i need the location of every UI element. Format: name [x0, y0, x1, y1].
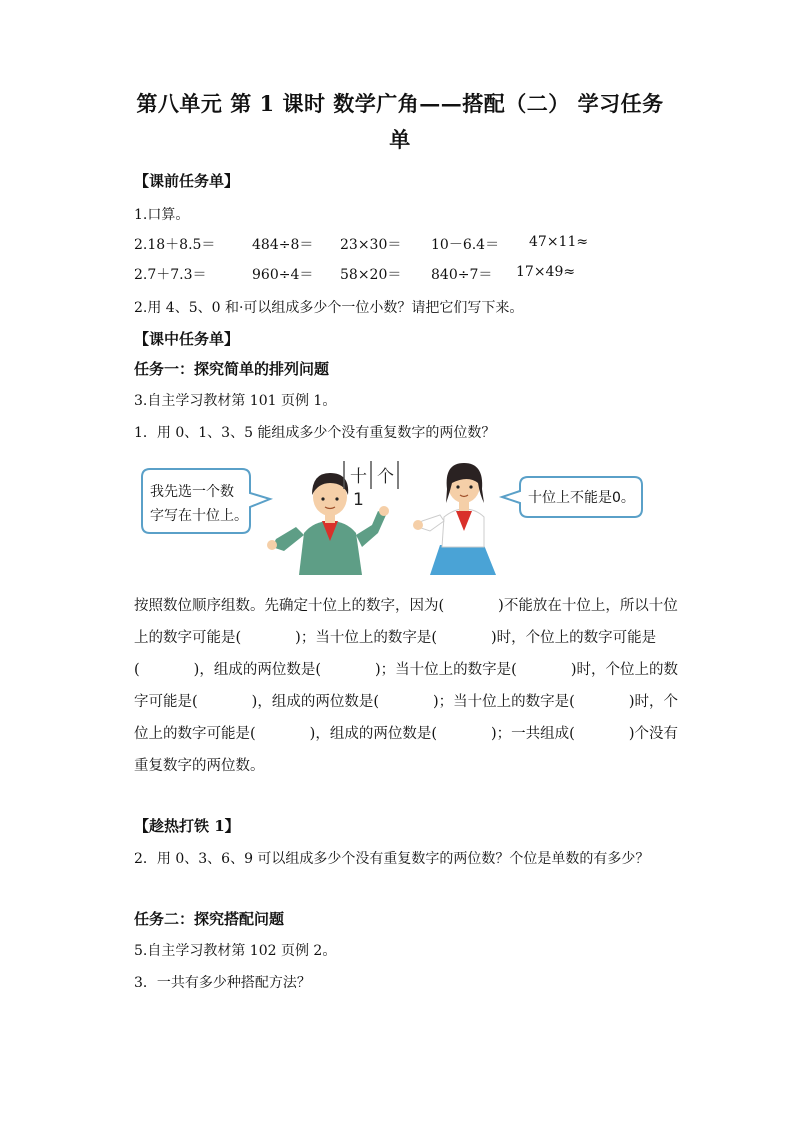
fill-text: )时，个 — [628, 694, 678, 710]
title-line-1: 第八单元 第 1 课时 数学广角——搭配（二） 学习任务 — [136, 91, 664, 116]
calc-item: 484÷8＝ — [252, 237, 314, 253]
in-class-heading: 【课中任务单】 — [134, 330, 240, 348]
item-5-textbook: 5.自主学习教材第 102 页例 2。 — [134, 943, 337, 959]
item-1-mental-calc: 1.口算。 — [134, 207, 190, 223]
practice-heading: 【趁热打铁 1】 — [134, 817, 240, 835]
fill-text: )，组成的两位数是( — [309, 726, 437, 742]
calc-item: 840÷7＝ — [431, 267, 493, 283]
fill-text: )个没有 — [628, 726, 678, 742]
tens-digit: 1 — [353, 490, 364, 510]
calc-item: 2.7＋7.3＝ — [134, 267, 207, 283]
ones-column-label: 个 — [377, 467, 394, 487]
calc-item: 58×20＝ — [340, 267, 402, 283]
fill-text: ( — [134, 662, 140, 678]
fill-text: )不能放在十位上，所以十位 — [498, 598, 678, 614]
task-2-title: 任务二：探究搭配问题 — [134, 910, 285, 928]
bubble-left-line2: 字写在十位上。 — [150, 508, 248, 524]
pre-class-heading: 【课前任务单】 — [134, 172, 240, 190]
fill-text: )时，个位上的数字可能是 — [491, 630, 657, 646]
fill-text: )，组成的两位数是( — [193, 662, 321, 678]
fill-text: )；当十位上的数字是( — [295, 630, 437, 646]
calc-item: 960÷4＝ — [252, 267, 314, 283]
fill-text: 字可能是( — [134, 694, 198, 710]
girl-figure — [413, 463, 496, 575]
fill-text: 上的数字可能是( — [134, 630, 242, 646]
question-1: 1．用 0、1、3、5 能组成多少个没有重复数字的两位数？ — [134, 425, 496, 441]
fill-in-paragraph — [134, 590, 678, 782]
calc-item: 10－6.4＝ — [431, 237, 500, 253]
calc-row-1 — [134, 234, 694, 254]
tens-column-label: 十 — [350, 467, 367, 487]
fill-line-1 — [134, 590, 678, 622]
place-value-chart — [344, 461, 398, 510]
item-2-decimal-question: 2.用 4、5、0 和·可以组成多少个一位小数？请把它们写下来。 — [134, 300, 524, 316]
calc-item: 2.18＋8.5＝ — [134, 237, 216, 253]
fill-line-6: 重复数字的两位数。 — [134, 758, 265, 774]
fill-text: 位上的数字可能是( — [134, 726, 256, 742]
fill-line-3 — [134, 654, 678, 686]
speech-bubble-right — [502, 477, 642, 517]
calc-item: 23×30＝ — [340, 237, 402, 253]
item-3-textbook: 3.自主学习教材第 101 页例 1。 — [134, 393, 337, 409]
fill-line-4 — [134, 686, 678, 718]
fill-text: )时，个位上的数 — [570, 662, 678, 678]
calc-item: 17×49≈ — [516, 264, 576, 280]
calc-item: 47×11≈ — [529, 234, 589, 250]
task-1-title: 任务一：探究简单的排列问题 — [134, 360, 330, 378]
fill-text: )，组成的两位数是( — [251, 694, 379, 710]
fill-line-2 — [134, 622, 662, 654]
question-2: 2．用 0、3、6、9 可以组成多少个没有重复数字的两位数？个位是单数的有多少？ — [134, 851, 650, 867]
example-illustration — [134, 455, 662, 580]
question-3: 3．一共有多少种搭配方法？ — [134, 975, 311, 991]
fill-text: )；当十位上的数字是( — [375, 662, 517, 678]
bubble-left-line1: 我先选一个数 — [150, 484, 234, 500]
speech-bubble-left — [142, 469, 270, 533]
fill-text: )；一共组成( — [490, 726, 575, 742]
bubble-right-text: 十位上不能是0。 — [528, 490, 635, 506]
fill-line-5 — [134, 718, 678, 750]
fill-text: )；当十位上的数字是( — [433, 694, 575, 710]
page-title — [120, 86, 680, 158]
fill-text: 按照数位顺序组数。先确定十位上的数字，因为( — [134, 598, 445, 614]
calc-row-2 — [134, 264, 694, 284]
title-line-2: 单 — [389, 127, 411, 152]
